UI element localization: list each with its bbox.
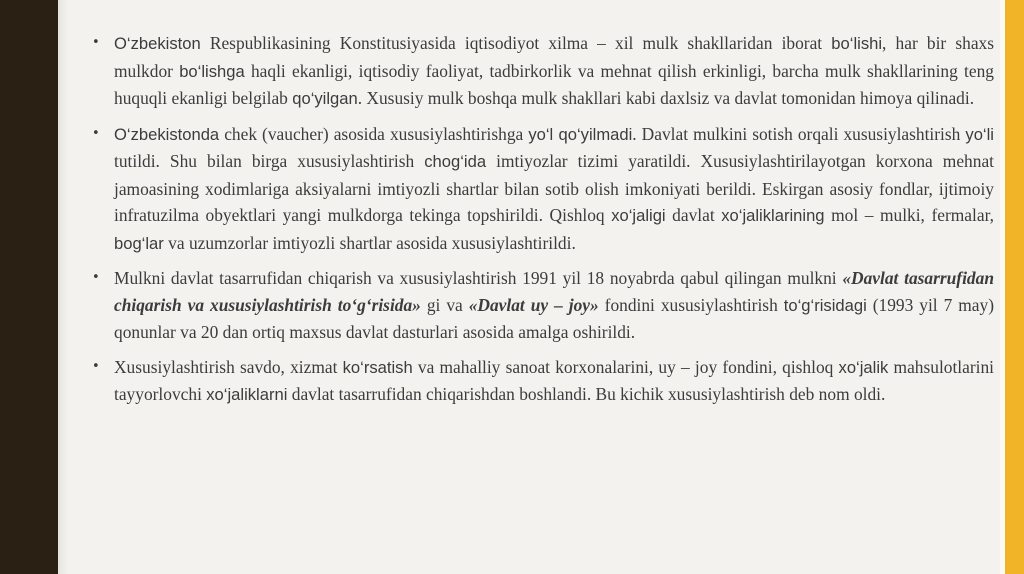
bullet-text-run: qo‘yilgan — [292, 89, 358, 108]
bullet-text-run: ko‘rsatish — [342, 357, 413, 377]
bullet-text-run: bo‘lishga — [179, 61, 245, 81]
bullet-text-run: Mulkni davlat tasarrufidan chiqarish va xususiylashtirish 1991 yil 18 noyabrda qabul qilingan mulkni — [114, 268, 843, 288]
bullet-dot-icon: • — [92, 358, 100, 374]
bullet-item — [92, 30, 994, 113]
bullet-text-run: haqli ekanligi, iqtisodiy faoliyat, tadbirkorlik va mehnat qilish erkinligi, barcha mulk shakllarining teng huquqli ekanligi belgilab — [114, 60, 994, 108]
bullet-text-run: va mahalliy sanoat korxonalarini, uy – joy fondini, qishloq — [412, 356, 839, 377]
bullet-text-run: xo‘jalik — [838, 357, 889, 377]
bullet-text-run: «Davlat uy – joy» — [468, 294, 599, 315]
bullet-text-run: chek (vaucher) asosida xususiylashtirishga — [219, 123, 529, 144]
left-shadow-edge — [58, 0, 68, 574]
bullet-text-run: yo‘l qo‘yilmadi — [528, 124, 633, 144]
bullet-text-run: fondini xususiylashtirish — [598, 294, 784, 315]
bullet-item — [92, 265, 994, 346]
bullet-item — [92, 354, 994, 409]
slide-content — [92, 30, 994, 417]
bullet-text-run: Respublikasining Konstitusiyasida iqtisodiyot xilma – xil mulk shakllaridan iborat — [200, 33, 832, 53]
bullet-text-run: mahsulotlarini tayyorlovchi — [114, 356, 995, 404]
bullet-text-run: bog‘lar — [114, 233, 164, 253]
bullet-text-run: va uzumzorlar imtiyozli shartlar asosida xususiylashtirildi. — [163, 232, 576, 253]
bullet-text-run: to‘g‘risidagi — [783, 295, 867, 315]
bullet-text-run: chog‘ida — [424, 152, 487, 171]
bullet-text-run: imtiyozlar tizimi yaratildi. Xususiylashtirilayotgan korxona mehnat jamoasining xodimlariga aksiyalarni imtiyozli shartlar bilan sotib olish imkoniyati berildi. Eskirgan asosiy fondlar, ijtimoiy infratuzilma obyektlari yangi mulkdorga tekinga topshirildi. Qishloq — [114, 151, 994, 225]
bullet-text-run: O‘zbekiston — [114, 34, 201, 53]
bullet-text-run: davlat tasarrufidan chiqarishdan boshlandi. Bu kichik xususiylashtirish deb nom oldi. — [287, 384, 886, 404]
bullet-text-run: xo‘jaligi — [611, 206, 666, 225]
bullet-text-run: (1993 yil 7 may) qonunlar va 20 dan ortiq maxsus davlat dasturlari asosida amalga oshirildi. — [114, 294, 994, 342]
bullet-text-run: xo‘jaliklarining — [721, 206, 825, 225]
bullet-text-run: «Davlat tasarrufidan chiqarish va xususiylashtirish to‘g‘risida» — [114, 268, 994, 315]
bullet-text-run: . Davlat mulkini sotish orqali xususiylashtirish — [632, 123, 966, 144]
bullet-text-run: xo‘jaliklarni — [206, 385, 288, 404]
bullet-text-run: gi va — [420, 294, 469, 315]
bullet-text-run: O‘zbekistonda — [114, 124, 220, 144]
bullet-dot-icon: • — [92, 35, 100, 50]
bullet-text-run: tutildi. Shu bilan birga xususiylashtirish — [114, 151, 425, 171]
bullet-item — [92, 121, 994, 258]
bullet-list — [92, 30, 994, 409]
right-accent-bar — [1005, 0, 1024, 574]
bullet-text-run: yo‘li — [965, 124, 994, 144]
bullet-dot-icon: • — [92, 125, 100, 141]
left-dark-bar — [0, 0, 58, 574]
bullet-text-run: davlat — [665, 205, 722, 225]
bullet-text-run: bo‘lishi — [831, 34, 883, 53]
bullet-text-run: . Xususiy mulk boshqa mulk shakllari kabi daxlsiz va davlat tomonidan himoya qilinadi. — [357, 88, 975, 108]
bullet-dot-icon: • — [92, 270, 100, 285]
bullet-text-run: mol – mulki, fermalar, — [824, 205, 995, 225]
bullet-text-run: , har bir shaxs mulkdor — [114, 33, 995, 81]
bullet-text-run: Xususiylashtirish savdo, xizmat — [114, 356, 343, 377]
